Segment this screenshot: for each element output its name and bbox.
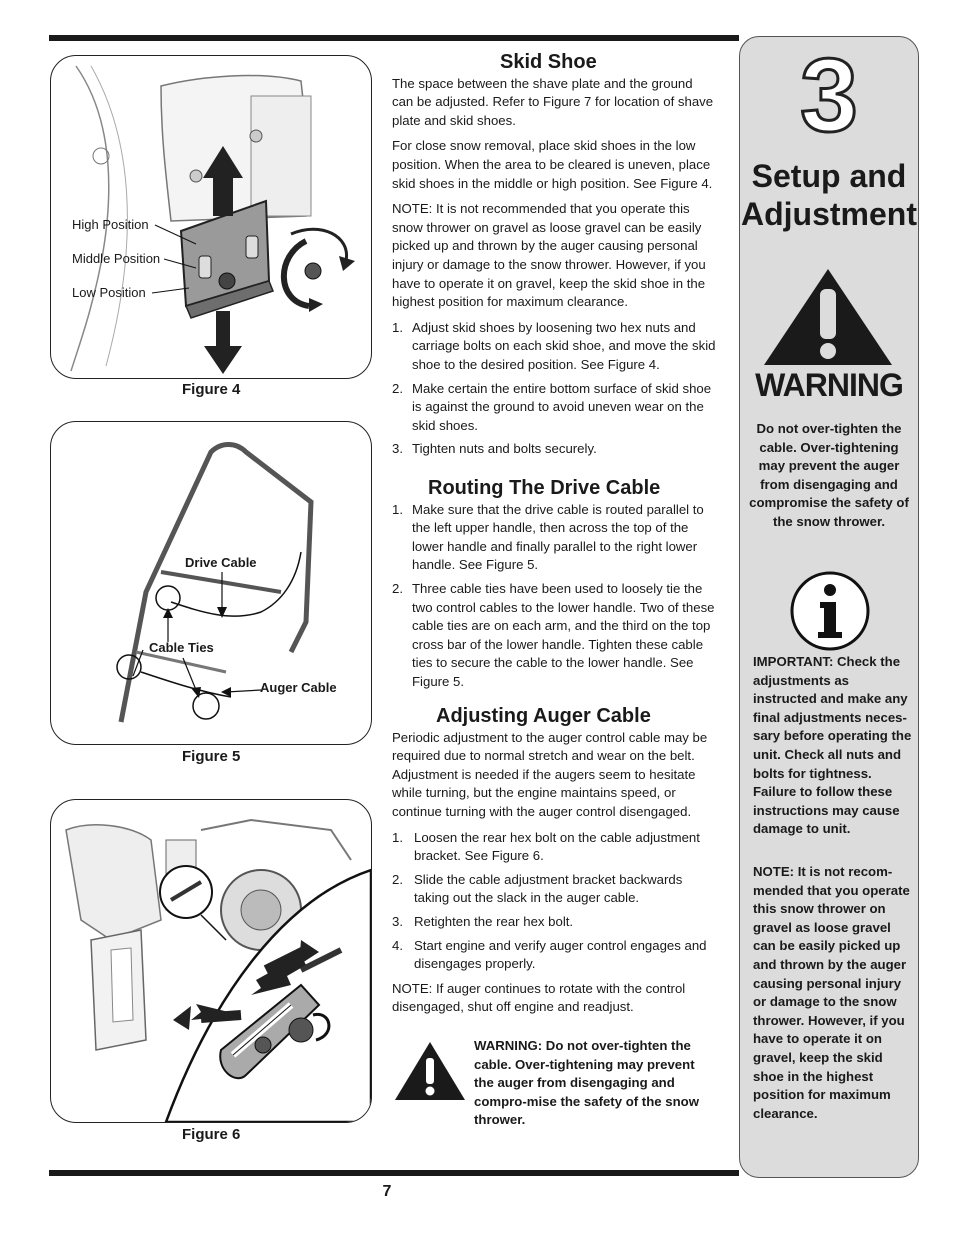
list-item: 4. Start engine and verify auger control engages and disengages properly.	[392, 937, 707, 972]
skid-shoe-note: NOTE: It is not recommended that you operate this snow thrower on gravel as loose gravel can be easily picked up and thrown by the auger causing personal injury or damage to the snow thrower. However, if you have to operate it on gravel, keep the skid shoe in the highest position for maximum clearance.	[392, 201, 706, 310]
high-position-label: High Position	[72, 217, 149, 232]
figure-4	[50, 55, 372, 379]
skid-shoe-paragraph-1: The space between the shave plate and the ground can be adjusted. Refer to Figure 7 for location of shave plate and skid shoes.	[392, 75, 714, 128]
skid-shoe-heading: Skid Shoe	[500, 51, 597, 73]
warning-word: WARNING	[755, 367, 903, 403]
sidebar-important-text: IMPORTANT: Check the adjustments as instructed and make any final adjustments neces-sary before operating the unit. Check all nuts and bolts for tightness. Failure to follow these instructions may cause damage to unit.	[753, 654, 912, 837]
auger-section	[392, 707, 717, 1024]
list-item: 2. Three cable ties have been used to loosely tie the two control cables to the lower handle. Two of these cable ties are on each arm, and the third on the top cross bar of the lower handle. Tighten these cable ties to secure the cable to the lower handle. See Figure 5.	[392, 580, 715, 689]
auger-heading: Adjusting Auger Cable	[436, 705, 651, 727]
auger-warning-text: WARNING: Do not over-tighten the cable. Over-tightening may prevent the auger from disengaging and compro-mise the safety of the snow thrower.	[474, 1038, 699, 1128]
top-rule	[49, 35, 739, 41]
list-item: 2. Slide the cable adjustment bracket backwards taking out the slack in the auger cable.	[392, 871, 683, 906]
list-item: 3. Retighten the rear hex bolt.	[392, 913, 574, 929]
figure-5-caption: Figure 5	[182, 748, 241, 765]
list-item: 3. Tighten nuts and bolts securely.	[392, 441, 597, 457]
skid-shoe-section	[392, 53, 717, 465]
routing-section	[392, 479, 717, 698]
sidebar-warning-text: Do not over-tighten the cable. Over-tightening may prevent the auger from disengaging and compromise the safety of the snow thrower.	[749, 421, 909, 529]
info-icon	[789, 570, 871, 652]
auger-cable-label: Auger Cable	[260, 680, 337, 695]
list-item: 1. Adjust skid shoes by loosening two hex nuts and carriage bolts on each skid shoe, and move the skid shoe to the desired position. See Figure 4.	[392, 319, 716, 372]
auger-note: NOTE: If auger continues to rotate with the control disengaged, shut off engine and readjust.	[392, 980, 686, 1015]
figure-5	[50, 421, 372, 745]
list-item: 2. Make certain the entire bottom surface of skid shoe is against the ground to avoid uneven wear on the skid shoes.	[392, 380, 712, 433]
sidebar-note-text: NOTE: It is not recom-mended that you operate this snow thrower on gravel as loose gravel can be easily picked up and thrown by the auger causing personal injury or damage to the snow thrower. However, if you have to operate it on gravel, keep the skid shoe in the highest position for maximum clearance.	[753, 864, 910, 1121]
figure-6	[50, 799, 372, 1123]
skid-shoe-steps	[392, 319, 717, 459]
auger-steps	[392, 829, 717, 974]
handle-cable-illustration	[51, 422, 371, 744]
middle-position-label: Middle Position	[72, 251, 161, 266]
low-position-label: Low Position	[72, 285, 146, 300]
routing-heading: Routing The Drive Cable	[428, 477, 661, 499]
drive-cable-label: Drive Cable	[185, 555, 257, 570]
chapter-number: 3	[800, 38, 858, 154]
warning-triangle-icon	[393, 1040, 467, 1102]
skid-shoe-paragraph-2: For close snow removal, place skid shoes in the low position. When the area to be cleared is uneven, place skid shoes in the middle or high position. See Figure 4.	[392, 138, 713, 191]
list-item: 1. Loosen the rear hex bolt on the cable adjustment bracket. See Figure 6.	[392, 829, 700, 864]
routing-steps	[392, 501, 717, 692]
cable-ties-label: Cable Ties	[149, 640, 214, 655]
sidebar	[739, 36, 919, 1178]
auger-paragraph: Periodic adjustment to the auger control cable may be required due to normal stretch and wear on the belt. Adjustment is needed if the augers seem to hesitate while turning, but the engine maintains speed, or continue turning with the auger control disengaged.	[392, 729, 708, 819]
bottom-rule	[49, 1170, 739, 1176]
figure-6-caption: Figure 6	[182, 1126, 241, 1143]
figure-4-caption: Figure 4	[182, 381, 241, 398]
page-number: 7	[382, 1183, 392, 1200]
list-item: 1. Make sure that the drive cable is routed parallel to the left upper handle, then across the top of the lower handle and finally parallel to the right lower handle. See Figure 5.	[392, 501, 704, 573]
warning-triangle-icon	[762, 267, 894, 367]
auger-cable-bracket-illustration	[51, 800, 371, 1122]
chapter-title: Setup and Adjustment	[741, 158, 917, 232]
